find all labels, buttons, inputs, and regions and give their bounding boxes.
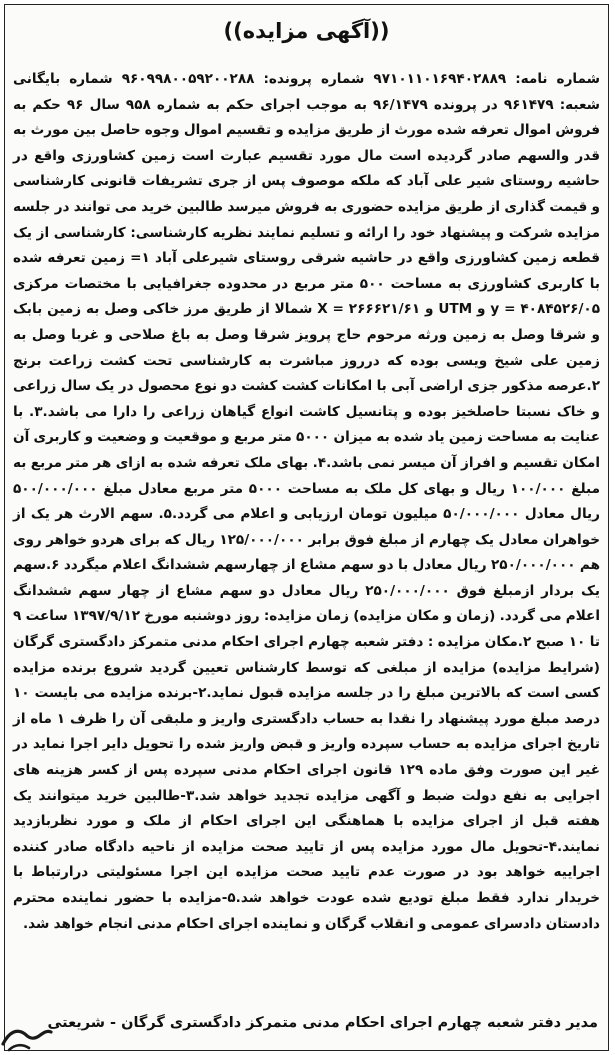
notice-page [4,4,609,1051]
handwritten-mark-icon [0,1014,53,1054]
notice-body: شماره نامه: ۹۷۱۰۱۱۰۱۶۹۴۰۲۸۸۹ شماره پرونده: ۹۶۰۹۹۸۰۰۵۹۲۰۰۲۸۸ شماره بایگانی شعبه: ۹۶۱۴۷۹ در پرونده ۹۶/۱۴۷۹ به موجب اجرای حکم به شماره ۹۵۸ سال ۹۶ حکم به فروش اموال تعرفه شده مورث از طریق مزایده و تقسیم اموال وجوه حاصل بین مورث به قدر والسهم صادر گردیده است مال مورد تقسیم عبارت است زمین کشاورزی واقع در حاشیه روستای شیر علی آباد که ملکه موصوف پس از جری تشریفات قانونی کارشناسی و قیمت گذاری از طریق مزایده حضوری به فروش میرسد طالبین خرید می توانند در جلسه مزایده شرکت و پیشنهاد خود را ارائه و تسلیم نمایند نظریه کارشناسی: کارشناسی از یک قطعه زمین کشاورزی واقع در حاشیه شرقی روستای شیرعلی آباد ۱= زمین تعرفه شده با کاربری کشاورزی به مساحت ۵۰۰ متر مربع در محدوده جغرافیایی با مختصات مرکزی ۴۰۸۴۵۲۶/۰۵ = y و UTM و ۲۶۶۶۲۱/۶۱ = X شمالا از طریق مرز خاکی وصل به زمین بابک و شرقا وصل به زمین ورثه مرحوم حاج پرویز شرقا وصل به باغ صلاحی و غربا وصل به زمین علی شیخ ویسی بوده که درروز مباشرت به کارشناسی تحت کشت زراعت برنج ۲.عرصه مذکور جزی اراضی آبی با امکانات کشت کشت دو نوع محصول در یک سال زراعی و خاک نسبتا حاصلخیز بوده و پتانسیل کاشت انواع گیاهان زراعی را دارا می باشد.۳. با عنایت به مساحت زمین یاد شده به میزان ۵۰۰۰ متر مربع و موقعیت و وضعیت و کاربری آن امکان تقسیم و افراز آن میسر نمی باشد.۴. بهای ملک تعرفه شده به ازای هر متر مربع به مبلغ ۱۰۰/۰۰۰ ریال و بهای کل ملک به مساحت ۵۰۰۰ متر مربع معادل مبلغ ۵۰۰/۰۰۰/۰۰۰ ریال معادل ۵۰/۰۰۰/۰۰۰ میلیون تومان ارزیابی و اعلام می گردد.۵. سهم الارث هر یک از خواهران معادل یک چهارم از مبلغ فوق برابر ۱۲۵/۰۰۰/۰۰۰ ریال که برای هردو خواهر روی هم ۲۵۰/۰۰۰/۰۰۰ ریال معادل با دو سهم مشاع از چهارسهم ششدانگ اعلام میگردد ۶.سهم یک بردار ازمبلغ فوق ۲۵۰/۰۰۰/۰۰۰ ریال معادل دو سهم مشاع از چهار سهم ششدانگ اعلام می گردد. (زمان و مکان مزایده) زمان مزایده: روز دوشنبه مورخ ۱۳۹۷/۹/۱۲ ساعت ۹ تا ۱۰ صبح ۲.مکان مزایده : دفتر شعبه چهارم اجرای احکام مدنی متمرکز دادگستری گرگان (شرایط مزایده) مزایده از مبلغی که توسط کارشناس تعیین گردید شروع برنده مزایده کسی است که بالاترین مبلغ را در جلسه مزایده قبول نماید.۲-برنده مزایده می بایست ۱۰ درصد مبلغ مورد پیشنهاد را نقدا به حساب دادگستری واریز و ملبقی آن را ظرف ۱ ماه از تاریخ اجرای مزایده به حساب سپرده واریز و قبض واریز شده را تحویل دایر اجرا نماید در غیر این صورت وفق ماده ۱۲۹ قانون اجرای احکام مدنی سپرده پس از کسر هزینه های اجرایی به نفع دولت ضبط و آگهی مزایده تجدید خواهد شد.۳-طالبین خرید میتوانند یک هفته قبل از اجرای مزایده با هماهنگی این اجرای احکام از ملک و مورد نظربازدید نمایند.۴-تحویل مال مورد مزایده پس از تایید صحت مزایده از ناحیه دادگاه صادر کننده اجراییه خواهد بود در صورت عدم تایید صحت مزایده این اجرا مسئولیتی درارتباط با خریدار ندارد فقط مبلغ تودیع شده عودت خواهد شد.۵-مزایده با حضور نماینده محترم دادستان دادسرای عمومی و انقلاب گرگان و نماینده اجرای احکام مدنی انجام خواهد شد. [13,71,601,932]
notice-title: ((آگهی مزایده)) [223,19,390,43]
notice-signature: مدیر دفتر شعبه چهارم اجرای احکام مدنی متمرکز دادگستری گرگان - شریعتی [47,1015,598,1031]
